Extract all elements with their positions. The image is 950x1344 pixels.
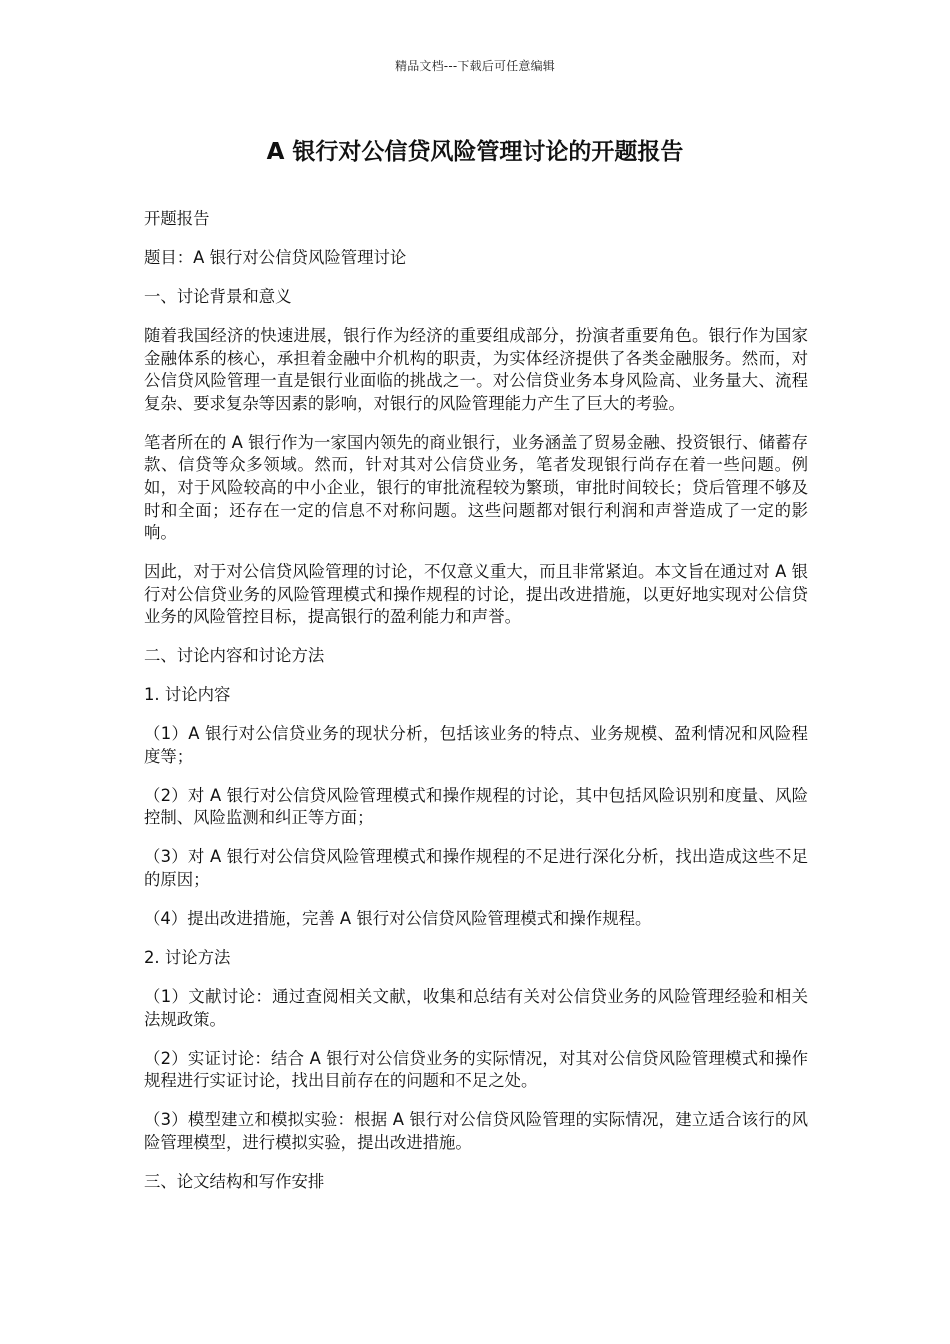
list-item: （4）提出改进措施，完善 A 银行对公信贷风险管理模式和操作规程。: [144, 908, 652, 928]
list-item: （1）A 银行对公信贷业务的现状分析，包括该业务的特点、业务规模、盈利情况和风险程度等；: [144, 724, 808, 766]
document-title: A 银行对公信贷风险管理讨论的开题报告: [266, 139, 684, 165]
document-body: [144, 208, 808, 1210]
header-note: 精品文档---下载后可任意编辑: [395, 59, 555, 73]
body-paragraph: 因此，对于对公信贷风险管理的讨论，不仅意义重大，而且非常紧迫。本文旨在通过对 A 银行对公信贷业务的风险管理模式和操作规程的讨论，提出改进措施，以更好地实现对公信贷业务的风险管控目标，提高银行的盈利能力和声誉。: [144, 562, 808, 627]
topic-line: 题目：A 银行对公信贷风险管理讨论: [144, 247, 407, 267]
list-item: （3）对 A 银行对公信贷风险管理模式和操作规程的不足进行深化分析，找出造成这些不足的原因；: [144, 847, 808, 889]
section-heading-2: 二、讨论内容和讨论方法: [144, 646, 325, 666]
list-item: （2）对 A 银行对公信贷风险管理模式和操作规程的讨论，其中包括风险识别和度量、风险控制、风险监测和纠正等方面；: [144, 785, 808, 828]
section-heading-3: 三、论文结构和写作安排: [144, 1171, 325, 1191]
list-item: （1）文献讨论：通过查阅相关文献，收集和总结有关对公信贷业务的风险管理经验和相关法规政策。: [144, 986, 808, 1029]
body-paragraph: 随着我国经济的快速进展，银行作为经济的重要组成部分，扮演者重要角色。银行作为国家金融体系的核心，承担着金融中介机构的职责，为实体经济提供了各类金融服务。然而，对公信贷风险管理一直是银行业面临的挑战之一。对公信贷业务本身风险高、业务量大、流程复杂、要求复杂等因素的影响，对银行的风险管理能力产生了巨大的考验。: [144, 325, 808, 413]
list-item: （2）实证讨论：结合 A 银行对公信贷业务的实际情况，对其对公信贷风险管理模式和操作规程进行实证讨论，找出目前存在的问题和不足之处。: [144, 1048, 808, 1091]
list-item: （3）模型建立和模拟实验：根据 A 银行对公信贷风险管理的实际情况，建立适合该行的风险管理模型，进行模拟实验，提出改进措施。: [144, 1110, 808, 1152]
label-proposal: 开题报告: [144, 209, 210, 228]
subsection-heading: 2. 讨论方法: [144, 947, 231, 967]
body-paragraph: 笔者所在的 A 银行作为一家国内领先的商业银行，业务涵盖了贸易金融、投资银行、储蓄存款、信贷等众多领域。然而，针对其对公信贷业务，笔者发现银行尚存在着一些问题。例如，对于风险较高的中小企业，银行的审批流程较为繁琐，审批时间较长；贷后管理不够及时和全面；还存在一定的信息不对称问题。这些问题都对银行利润和声誉造成了一定的影响。: [144, 432, 808, 543]
subsection-heading: 1. 讨论内容: [144, 685, 231, 705]
section-heading-1: 一、讨论背景和意义: [144, 286, 292, 306]
